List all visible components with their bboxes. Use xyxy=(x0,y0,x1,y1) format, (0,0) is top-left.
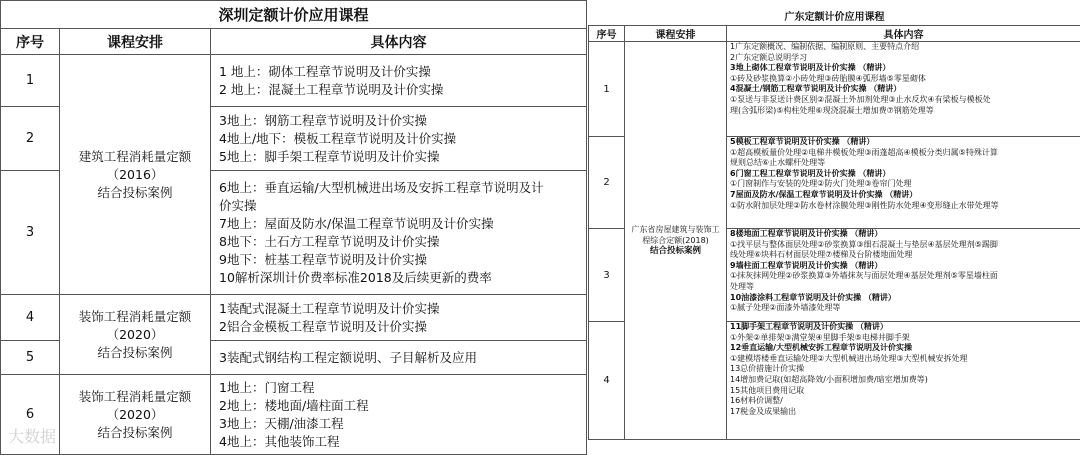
content-line: ①抹灰抹网处理②砂浆换算③外墙抹灰与面层处理④基层处理剂⑤零星墙柱面 xyxy=(730,271,1080,282)
content-line: 5模板工程章节说明及计价实操 （精讲） xyxy=(730,137,1080,148)
content-line: 6门窗工程工程章节说明及计价实操 （精讲） xyxy=(730,169,1080,180)
course-note: 结合投标案例 xyxy=(628,246,723,257)
course-cell xyxy=(625,42,727,440)
course-name: 装饰工程消耗量定额 xyxy=(60,388,210,406)
header-number: 序号 xyxy=(589,26,625,42)
content-line: 9墙柱面工程章节说明及计价实操 （精讲） xyxy=(730,261,1080,272)
content-line: ①防水附加层处理②防水卷材涂膜处理③刚性防水处理④变形缝止水带处理等 xyxy=(730,201,1080,212)
course-cell xyxy=(60,375,211,455)
header-content: 具体内容 xyxy=(211,29,587,55)
content-cell: 6地上：垂直运输/大型机械进出场及安拆工程章节说明及计 价实操 7地上：屋面及防水/保温工程章节说明及计价实操 8地下：土石方工程章节说明及计价实操 9地下：桩基工程章节说明及计价实操 10解析深圳计价费率标准2018及后续更新的费率 xyxy=(211,171,587,295)
content-line: 规则总结⑥止水螺杆处理等 xyxy=(730,158,1080,169)
guangdong-course-table xyxy=(588,5,1080,440)
course-name: 广东省房屋建筑与装饰工 xyxy=(628,224,723,235)
content-cell xyxy=(727,42,1080,137)
content-line: 17税金及成果输出 xyxy=(730,407,1080,418)
content-line: 线处理⑥块料石材面层处理⑦楼梯及台阶楼地面处理 xyxy=(730,250,1080,261)
row-number: 2 xyxy=(589,137,625,229)
content-line: ①门窗制作与安装的处理②防火门处理③卷帘门处理 xyxy=(730,179,1080,190)
content-line: ①砖及砂浆换算②小砖处理③砖胎膜④弧形墙⑤零星砌体 xyxy=(730,74,1080,85)
row-number: 1 xyxy=(1,55,60,107)
row-number: 1 xyxy=(589,42,625,137)
course-note: 结合投标案例 xyxy=(60,424,210,442)
course-year: （2016） xyxy=(60,166,210,184)
content-line: 2广东定额总说明学习 xyxy=(730,53,1080,64)
content-line: 15其他项目费用记取 xyxy=(730,386,1080,397)
content-line: ①外架②单排架③满堂架④里脚手架⑤电梯井脚手架 xyxy=(730,333,1080,344)
row-number: 3 xyxy=(589,229,625,322)
table-row xyxy=(1,55,587,107)
course-cell xyxy=(60,55,211,295)
content-line: 16材料价调整/ xyxy=(730,396,1080,407)
course-name: 建筑工程消耗量定额 xyxy=(60,148,210,166)
content-line: 3地上砌体工程章节说明及计价实操 （精讲） xyxy=(730,63,1080,74)
content-line: ①超高模板量价处理②电梯井模板处理③雨蓬超高④模板分类归属⑤特殊计算 xyxy=(730,148,1080,159)
content-cell: 1 地上：砌体工程章节说明及计价实操 2 地上：混凝土工程章节说明及计价实操 xyxy=(211,55,587,107)
course-year: 程综合定额(2018) xyxy=(628,235,723,246)
content-line: 8楼地面工程章节说明及计价实操 （精讲） xyxy=(730,229,1080,240)
content-cell xyxy=(727,322,1080,440)
row-number: 4 xyxy=(1,295,60,341)
content-line: 理(含弧形梁)⑤构柱处理⑥现浇混凝土增加费⑦钢筋处理等 xyxy=(730,106,1080,117)
course-name: 装饰工程消耗量定额 xyxy=(60,308,210,326)
content-line: ①建模塔楼垂直运输处理②大型机械进出场处理③大型机械安拆处理 xyxy=(730,354,1080,365)
content-cell xyxy=(727,137,1080,229)
row-number: 6 xyxy=(1,375,60,455)
header-content: 具体内容 xyxy=(727,26,1080,42)
content-line: ①找平层与整体面层处理②砂浆换算③细石混凝土与垫层④基层处理剂⑤踢脚 xyxy=(730,240,1080,251)
shenzhen-table-title: 深圳定额计价应用课程 xyxy=(1,1,587,29)
table-row xyxy=(1,375,587,455)
content-line: 14增加费记取(如超高降效/小面积增加费/暗室增加费等) xyxy=(730,375,1080,386)
content-line: ①腻子处理②面漆外墙漆处理等 xyxy=(730,303,1080,314)
content-line: 7屋面及防水/保温工程章节说明及计价实操 （精讲） xyxy=(730,190,1080,201)
content-cell: 3装配式钢结构工程定额说明、子目解析及应用 xyxy=(211,341,587,375)
content-line: 处理等 xyxy=(730,282,1080,293)
content-line: 11脚手架工程章节说明及计价实操 （精讲） xyxy=(730,322,1080,333)
row-number: 4 xyxy=(589,322,625,440)
content-cell xyxy=(727,229,1080,322)
content-cell: 1地上：门窗工程 2地上：楼地面/墙柱面工程 3地上：天棚/油漆工程 4地上：其他装饰工程 xyxy=(211,375,587,455)
course-note: 结合投标案例 xyxy=(60,184,210,202)
watermark-text: 大数据 xyxy=(8,424,56,447)
header-course: 课程安排 xyxy=(60,29,211,55)
course-year: （2020） xyxy=(60,326,210,344)
content-cell: 3地上：钢筋工程章节说明及计价实操 4地上/地下：模板工程章节说明及计价实操 5地上：脚手架工程章节说明及计价实操 xyxy=(211,107,587,171)
row-number: 2 xyxy=(1,107,60,171)
content-line: ①泵送与非泵送计费区别②混凝土外加剂处理③止水反坎④有梁板与模板处 xyxy=(730,95,1080,106)
course-year: （2020） xyxy=(60,406,210,424)
table-row xyxy=(1,295,587,341)
content-line: 1广东定额概况、编制依据、编制原则、主要特点介绍 xyxy=(730,42,1080,53)
row-number: 5 xyxy=(1,341,60,375)
content-line: 4混凝土/钢筋工程章节说明及计价实操 （精讲） xyxy=(730,84,1080,95)
content-line: 12垂直运输/大型机械安拆工程章节说明及计价实操 xyxy=(730,343,1080,354)
course-note: 结合投标案例 xyxy=(60,344,210,362)
guangdong-table-title: 广东定额计价应用课程 xyxy=(589,5,1080,26)
content-line: 10油漆涂料工程章节说明及计价实操 （精讲） xyxy=(730,293,1080,304)
table-row xyxy=(589,42,1080,137)
content-line: 13总价措施计价实操 xyxy=(730,364,1080,375)
course-cell xyxy=(60,295,211,375)
content-cell: 1装配式混凝土工程章节说明及计价实操 2铝合金模板工程章节说明及计价实操 xyxy=(211,295,587,341)
row-number: 3 xyxy=(1,171,60,295)
header-course: 课程安排 xyxy=(625,26,727,42)
header-number: 序号 xyxy=(1,29,60,55)
